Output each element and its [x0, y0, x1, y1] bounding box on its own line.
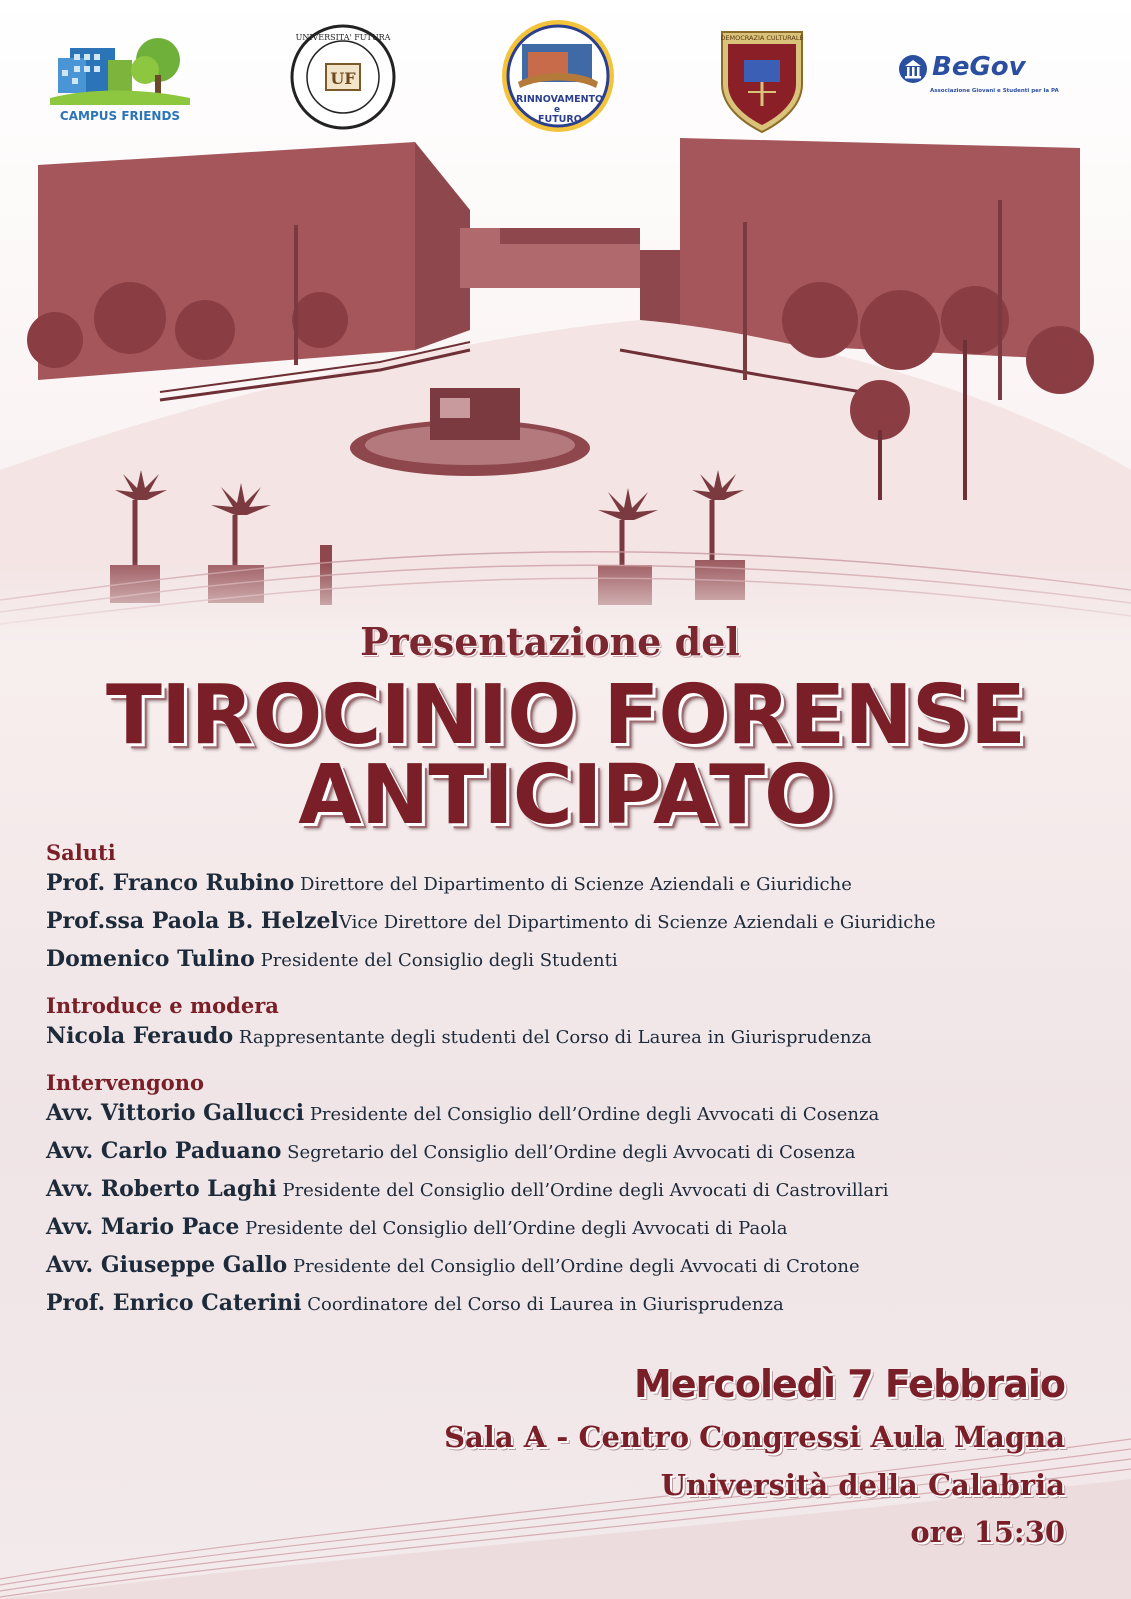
speaker-name: Avv. Vittorio Gallucci: [46, 1100, 305, 1126]
campus-friends-emblem-icon: [50, 30, 190, 105]
speaker-row: [46, 1095, 1086, 1133]
speaker-name: Avv. Roberto Laghi: [46, 1176, 277, 1202]
speaker-row: [46, 1018, 1086, 1056]
section-heading: Introduce e modera: [46, 993, 279, 1018]
speaker-role: Rappresentante degli studenti del Corso di Laurea in Giurisprudenza: [238, 1027, 872, 1048]
speaker-name: Nicola Feraudo: [46, 1023, 234, 1049]
pre-title: Presentazione del: [360, 619, 740, 664]
democrazia-culturale-shield-icon: [714, 22, 810, 134]
democrazia-culturale-ring-text: DEMOCRAZIA CULTURALE: [720, 34, 804, 42]
speaker-name: Avv. Carlo Paduano: [46, 1138, 282, 1164]
section-introduce: [46, 993, 1086, 1056]
main-title-line1: TIROCINIO FORENSE: [106, 668, 1025, 763]
rinnovamento-line3: FUTURO: [538, 114, 582, 125]
universita-futura-logo: [290, 24, 396, 130]
speaker-row: [46, 1209, 1086, 1247]
event-date: Mercoledì 7 Febbraio: [634, 1362, 1065, 1406]
speaker-role: Presidente del Consiglio dell’Ordine degli Avvocati di Cosenza: [309, 1104, 880, 1125]
rinnovamento-line2: e: [554, 105, 561, 115]
begov-wordmark: BeGov: [932, 52, 1026, 82]
begov-column-icon: [898, 54, 928, 84]
speaker-role: Presidente del Consiglio dell’Ordine degli Avvocati di Castrovillari: [282, 1180, 889, 1201]
speaker-name: Avv. Giuseppe Gallo: [46, 1252, 288, 1278]
begov-tagline: Associazione Giovani e Studenti per la PA: [930, 88, 1059, 94]
speaker-row: [46, 903, 1086, 941]
section-intervengono: [46, 1070, 1086, 1323]
speaker-row: [46, 865, 1086, 903]
event-time: ore 15:30: [910, 1515, 1065, 1549]
universita-futura-ring-text: UNIVERSITA' FUTURA: [295, 33, 391, 42]
speaker-role: Presidente del Consiglio degli Studenti: [260, 950, 618, 971]
rinnovamento-futuro-logo: [500, 18, 616, 134]
campus-friends-logo: [50, 30, 190, 125]
section-heading: Saluti: [46, 840, 116, 865]
speaker-role: Vice Direttore del Dipartimento di Scienze Aziendali e Giuridiche: [338, 912, 936, 933]
program: [46, 840, 1086, 1337]
speaker-role: Presidente del Consiglio dell’Ordine degli Avvocati di Paola: [245, 1218, 788, 1239]
speaker-role: Segretario del Consiglio dell’Ordine degli Avvocati di Cosenza: [287, 1142, 856, 1163]
speaker-row: [46, 941, 1086, 979]
speaker-row: [46, 1285, 1086, 1323]
campus-friends-label: CAMPUS FRIENDS: [59, 109, 181, 123]
speaker-name: Domenico Tulino: [46, 946, 255, 972]
section-saluti: [46, 840, 1086, 979]
speaker-row: [46, 1133, 1086, 1171]
main-title-line2: ANTICIPATO: [298, 748, 833, 843]
speaker-name: Prof. Franco Rubino: [46, 870, 295, 896]
speaker-name: Prof. Enrico Caterini: [46, 1290, 302, 1316]
rinnovamento-line1: RINNOVAMENTO: [516, 94, 604, 105]
speaker-row: [46, 1171, 1086, 1209]
speaker-role: Coordinatore del Corso di Laurea in Giurisprudenza: [307, 1294, 784, 1315]
speaker-role: Presidente del Consiglio dell’Ordine degli Avvocati di Crotone: [292, 1256, 860, 1277]
universita-futura-monogram: UF: [330, 69, 356, 88]
universita-futura-seal-icon: [290, 24, 396, 130]
begov-logo: [898, 52, 1070, 102]
speaker-name: Avv. Mario Pace: [46, 1214, 240, 1240]
event-place: Sala A - Centro Congressi Aula Magna: [444, 1420, 1065, 1454]
speaker-role: Direttore del Dipartimento di Scienze Aziendali e Giuridiche: [300, 874, 852, 895]
speaker-row: [46, 1247, 1086, 1285]
section-heading: Intervengono: [46, 1070, 205, 1095]
event-university: Università della Calabria: [660, 1468, 1065, 1502]
democrazia-culturale-logo: [714, 22, 810, 134]
speaker-name: Prof.ssa Paola B. Helzel: [46, 908, 339, 934]
